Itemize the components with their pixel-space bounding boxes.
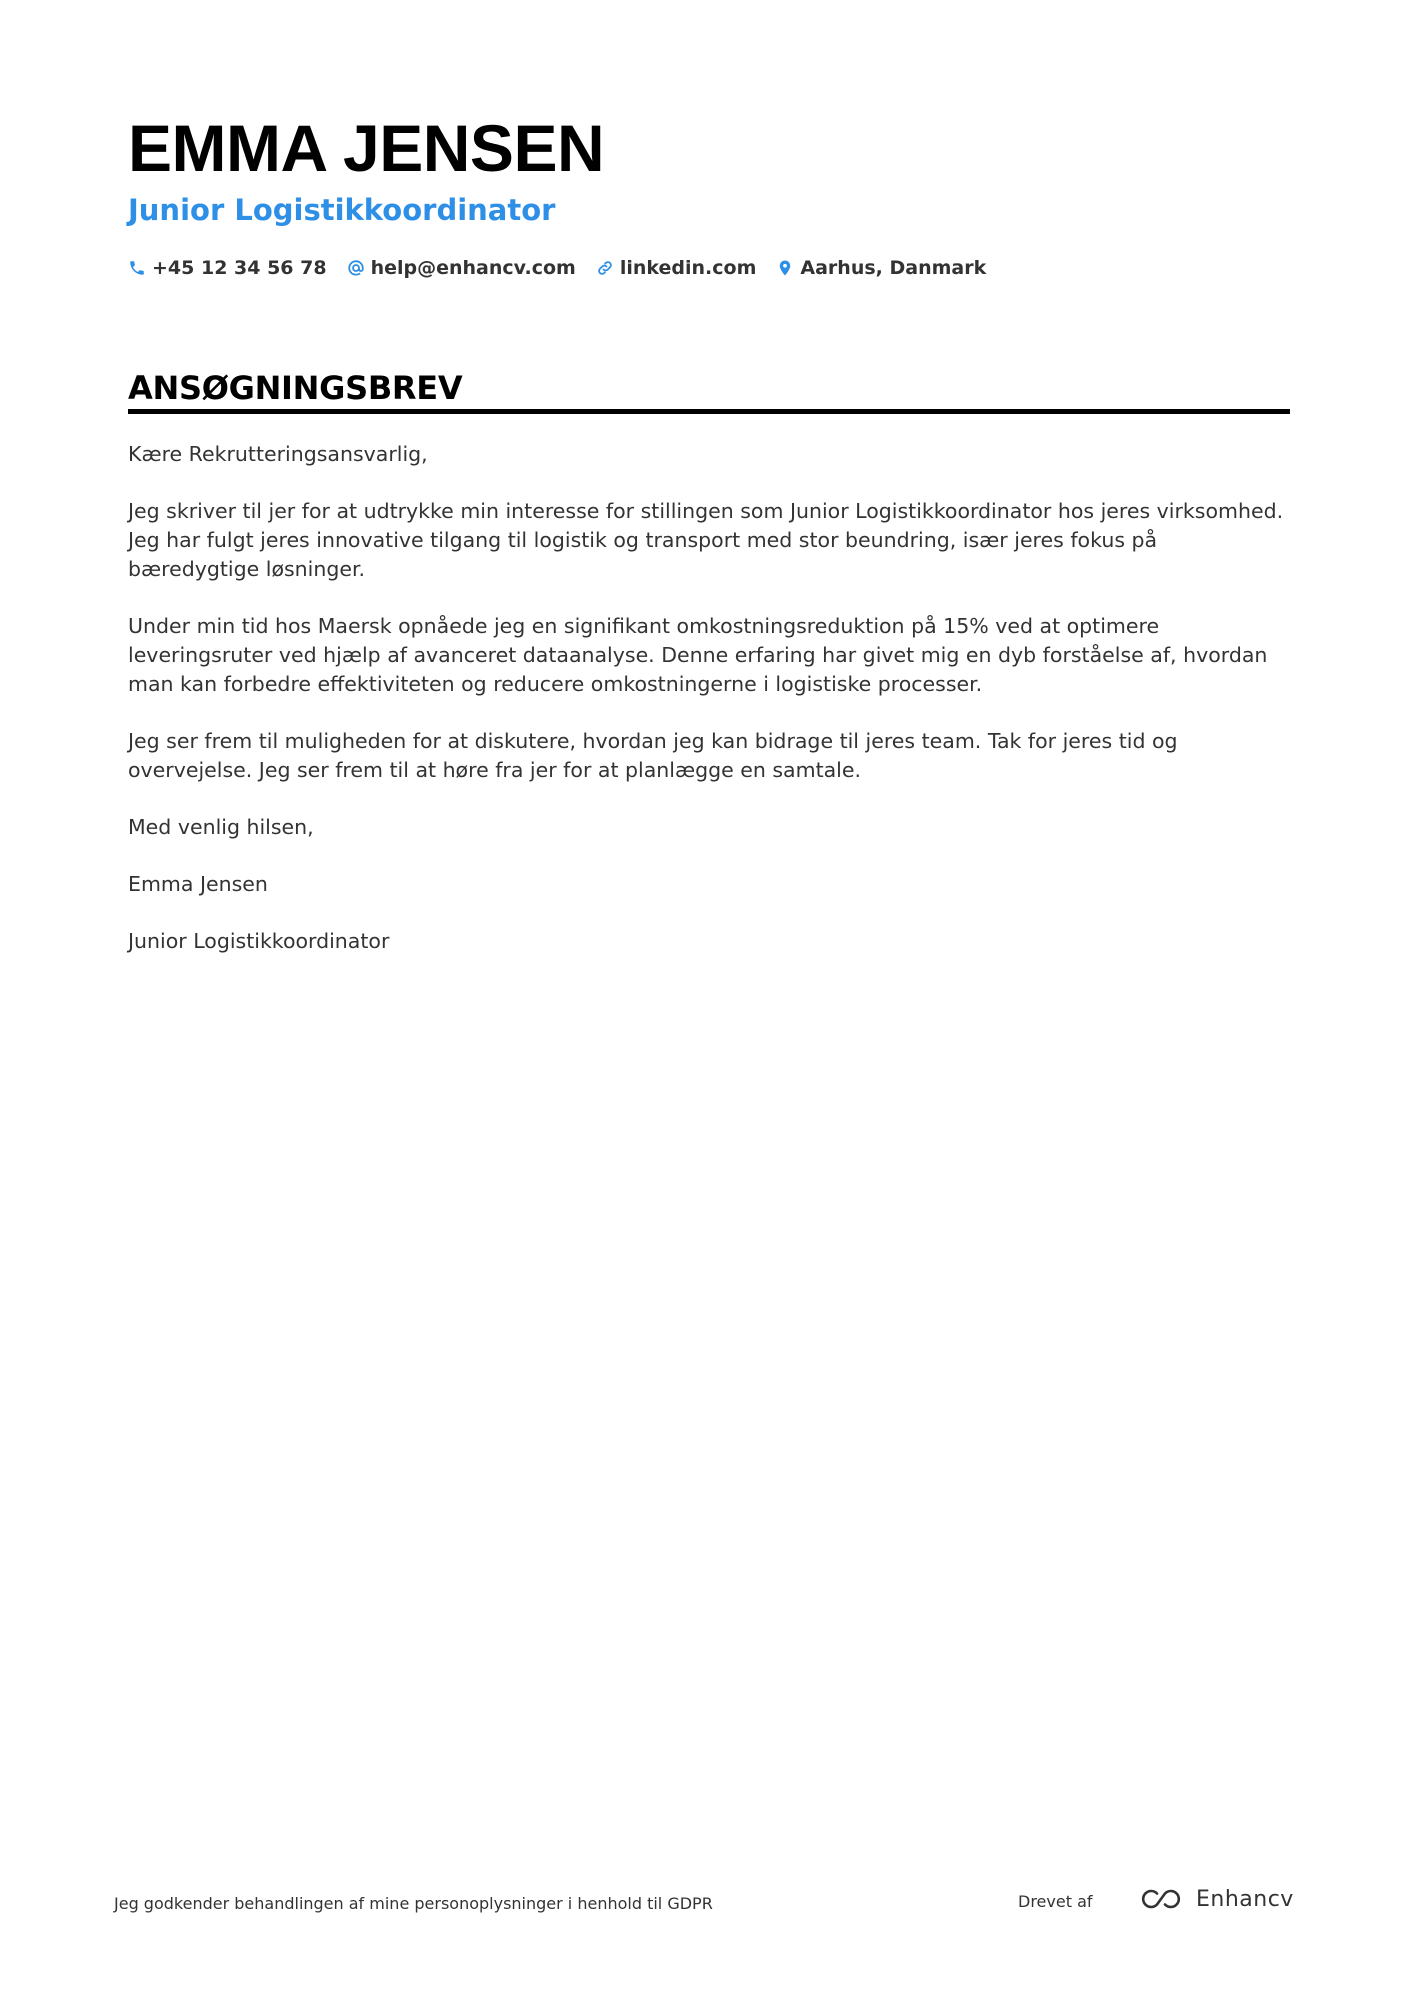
gdpr-consent: Jeg godkender behandlingen af mine personoplysninger i henhold til GDPR [114, 1894, 713, 1913]
letter-body [128, 440, 1290, 984]
letter-paragraph: Under min tid hos Maersk opnåede jeg en signifikant omkostningsreduktion på 15% ved at optimere leveringsruter ved hjælp af avanceret dataanalyse. Denne erfaring har givet mig en dyb forståelse af, hvordan man kan forbedre effektiviteten og reducere omkostningerne i logistiske processer. [128, 614, 1268, 696]
letter-paragraph: Jeg skriver til jer for at udtrykke min interesse for stillingen som Junior Logistikkoordinator hos jeres virksomhed. Jeg har fulgt jeres innovative tilgang til logistik og transport med stor beundring, især jeres fokus på bæredygtige løsninger. [128, 499, 1284, 581]
contact-linkedin-text[interactable]: linkedin.com [619, 257, 757, 279]
contact-location [776, 257, 986, 279]
contact-linkedin[interactable] [596, 257, 757, 279]
contact-phone-text: +45 12 34 56 78 [152, 257, 327, 279]
enhancv-brand-name: Enhancv [1196, 1886, 1294, 1912]
contact-bar [128, 254, 1006, 282]
letter-closing: Med venlig hilsen, [128, 815, 314, 839]
contact-location-text: Aarhus, Danmark [800, 257, 987, 279]
enhancv-logo-icon [1138, 1886, 1184, 1912]
signature-name: Emma Jensen [128, 872, 268, 896]
contact-phone [128, 257, 327, 279]
location-pin-icon [776, 259, 794, 277]
applicant-title: Junior Logistikkoordinator [128, 193, 556, 227]
section-divider [128, 409, 1290, 414]
letter-greeting: Kære Rekrutteringsansvarlig, [128, 442, 428, 466]
phone-icon [128, 259, 146, 277]
applicant-name: EMMA JENSEN [128, 111, 605, 185]
contact-email[interactable] [347, 257, 576, 279]
powered-by-label: Drevet af [1018, 1892, 1093, 1911]
signature-title: Junior Logistikkoordinator [128, 929, 390, 953]
section-heading: ANSØGNINGSBREV [128, 369, 463, 407]
letter-paragraph: Jeg ser frem til muligheden for at diskutere, hvordan jeg kan bidrage til jeres team. Tak for jeres tid og overvejelse. Jeg ser frem til at høre fra jer for at planlægge en samtale. [128, 729, 1178, 782]
at-icon [347, 259, 365, 277]
enhancv-brand[interactable] [1138, 1886, 1294, 1912]
link-icon [596, 259, 614, 277]
contact-email-text[interactable]: help@enhancv.com [370, 257, 576, 279]
